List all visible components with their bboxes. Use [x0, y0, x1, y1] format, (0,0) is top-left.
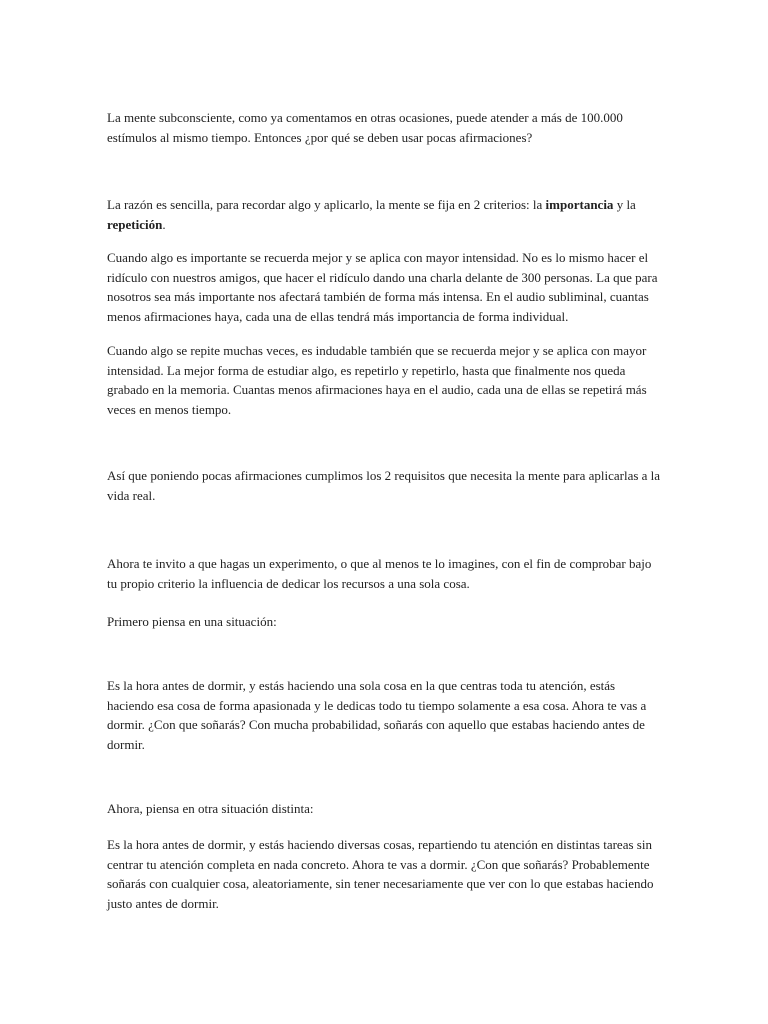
keyword-importancia: importancia [545, 197, 614, 212]
keyword-repeticion: repetición [107, 216, 163, 232]
paragraph-two-criteria-text-2: y la [613, 197, 636, 212]
paragraph-conclusion: Así que poniendo pocas afirmaciones cumplimos los 2 requisitos que necesita la mente para aplicarlas a la vida real. [107, 468, 661, 503]
paragraph-two-criteria-text-1: La razón es sencilla, para recordar algo y aplicarlo, la mente se fija en 2 criterios: la [107, 197, 546, 212]
paragraph-first-situation-heading: Primero piensa en una situación: [107, 614, 277, 629]
paragraph-second-situation-heading: Ahora, piensa en otra situación distinta: [107, 801, 314, 816]
paragraph-second-situation: Es la hora antes de dormir, y estás haciendo diversas cosas, repartiendo tu atención en distintas tareas sin centrar tu atención completa en nada concreto. Ahora te vas a dormir. ¿Con que soñarás? Probablemente soñarás con cualquier cosa, aleatoriamente, sin tener necesariamente que ver con lo que estabas haciendo justo antes de dormir. [107, 837, 654, 911]
paragraph-repetition: Cuando algo se repite muchas veces, es indudable también que se recuerda mejor y se aplica con mayor intensidad. La mejor forma de estudiar algo, es repetirlo y repetirlo, hasta que finalmente nos queda grabado en la memoria. Cuantas menos afirmaciones haya en el audio, cada una de ellas se repetirá más veces en menos tiempo. [107, 343, 647, 417]
paragraph-first-situation: Es la hora antes de dormir, y estás haciendo una sola cosa en la que centras toda tu atención, estás haciendo esa cosa de forma apasionada y le dedicas todo tu tiempo solamente a esa cosa. Ahora te vas a dormir. ¿Con que soñarás? Con mucha probabilidad, soñarás con aquello que estabas haciendo antes de dormir. [107, 678, 647, 752]
paragraph-subconscious-mind: La mente subconsciente, como ya comentamos en otras ocasiones, puede atender a más de 100.000 estímulos al mismo tiempo. Entonces ¿por qué se deben usar pocas afirmaciones? [107, 110, 623, 145]
paragraph-experiment-invite: Ahora te invito a que hagas un experimento, o que al menos te lo imagines, con el fin de comprobar bajo tu propio criterio la influencia de dedicar los recursos a una sola cosa. [107, 556, 652, 591]
paragraph-two-criteria-text-3: . [162, 216, 166, 232]
paragraph-importance: Cuando algo es importante se recuerda mejor y se aplica con mayor intensidad. No es lo mismo hacer el ridículo con nuestros amigos, que hacer el ridículo dando una charla delante de 300 personas. La que para nosotros sea más importante nos afectará también de forma más intensa. En el audio subliminal, cuantas menos afirmaciones haya, cada una de ellas tendrá más importancia de forma individual. [107, 250, 658, 324]
paragraph-two-criteria [107, 195, 663, 234]
